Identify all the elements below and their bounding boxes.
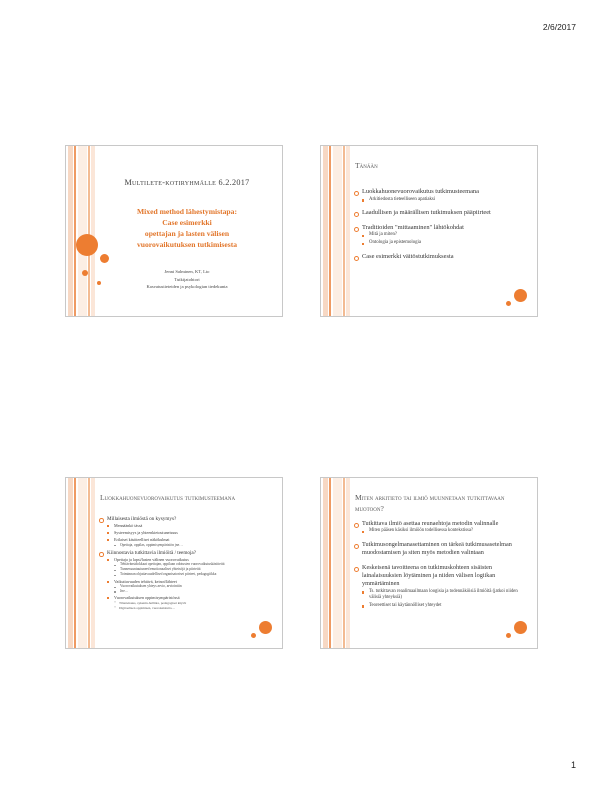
bullet-list-level2 bbox=[107, 557, 272, 610]
list-item bbox=[114, 606, 272, 611]
bullet-text: Vaikuttavuuden tehtävä, keinot/lähteet bbox=[114, 578, 177, 584]
decorative-stripes bbox=[66, 478, 96, 648]
bullet-list-level2 bbox=[362, 589, 527, 609]
bullet-list-level2 bbox=[362, 528, 527, 534]
bullet-text: Keskeisenä tavoitteena on tutkimuskohteen sisäisten lainalaisuuksien löytäminen ja niiden välisen logiikan ymmärtäminen bbox=[362, 563, 496, 588]
bullet-text: Jne… bbox=[120, 589, 129, 594]
decorative-circle-small bbox=[506, 301, 511, 306]
list-item bbox=[362, 603, 527, 609]
list-item bbox=[107, 530, 272, 536]
list-item bbox=[362, 197, 527, 203]
bullet-text: Tilanteisuus, sykenin-hallinta, pedagogiset käytöt bbox=[119, 600, 187, 605]
slide-content bbox=[353, 188, 527, 267]
list-item bbox=[107, 523, 272, 529]
author-name: Jenni Salminen, KT, Lto bbox=[164, 269, 210, 274]
bullet-list-level2 bbox=[107, 523, 272, 547]
bullet-text: Digitaalisen oppimisen, vuorokaistutta… bbox=[119, 605, 175, 610]
bullet-list-level3 bbox=[114, 543, 272, 548]
bullet-list-level1 bbox=[98, 516, 272, 610]
bullet-list-level1 bbox=[353, 520, 527, 609]
decorative-stripes bbox=[321, 146, 351, 316]
list-item bbox=[98, 516, 272, 547]
list-item bbox=[107, 557, 272, 577]
bullet-text: Toiminnan ohjattavuudelliset/organisatoriset piirteet, pedagogiikka bbox=[120, 572, 217, 577]
slide-3 bbox=[65, 477, 283, 649]
list-item bbox=[114, 589, 272, 594]
bullet-text: Tutkittava ilmiö asettaa reunaehtoja metodin valinnalle bbox=[362, 520, 499, 527]
decorative-circle-medium bbox=[259, 621, 272, 634]
decorative-stripes bbox=[66, 146, 96, 316]
page-date: 2/6/2017 bbox=[542, 22, 576, 32]
slide-heading: Luokkahuonevuorovaikutus tutkimusteemana bbox=[100, 493, 236, 502]
page-number: 1 bbox=[570, 760, 576, 770]
bullet-list-level2 bbox=[362, 232, 527, 246]
bullet-text: Teoreettiset tai käytännölliset yhteydet bbox=[369, 602, 442, 608]
bullet-text: Vuorovaikutuksen oppimisympäristössä bbox=[114, 595, 180, 601]
subtitle-line-4: vuorovaikutuksen tutkimisesta bbox=[136, 240, 238, 249]
bullet-text: Luokkahuonevuorovaikutus tutkimusteemana bbox=[362, 188, 479, 195]
list-item bbox=[353, 564, 527, 610]
decorative-circle-large bbox=[76, 234, 98, 256]
bullet-text: Tehtävänsidokkaat opettajan, oppilaan odotusten vuorovaikutuskäsitteitä bbox=[120, 562, 225, 567]
slide-4 bbox=[320, 477, 538, 649]
list-item bbox=[107, 537, 272, 547]
bullet-list-level4 bbox=[114, 601, 272, 610]
list-item bbox=[362, 232, 527, 238]
decorative-circle-small bbox=[506, 633, 511, 638]
bullet-list-level2 bbox=[362, 197, 527, 203]
slide-content bbox=[353, 520, 527, 615]
bullet-text: Opettaja, oppilas, oppimisympäristön jne… bbox=[120, 542, 183, 547]
bullet-text: Mennäänkö tässä bbox=[114, 523, 143, 528]
bullet-text: Erilaiset käsitteelliset näkökulmat bbox=[114, 537, 170, 542]
bullet-text: Tunnesuuntautuneet/emotionaaliset yhteisöjä ja piirteitä bbox=[120, 567, 201, 572]
list-item bbox=[114, 572, 272, 577]
slide-2 bbox=[320, 145, 538, 317]
slide-author-block bbox=[102, 268, 272, 291]
decorative-circle-tiny bbox=[97, 281, 101, 285]
list-item bbox=[353, 253, 527, 262]
slide-title: Multilete-kotiryhmälle 6.2.2017 bbox=[124, 178, 250, 187]
slide-heading: Miten arkitieto tai ilmiö muunnetaan tutkittavaan muotoon? bbox=[355, 493, 505, 513]
list-item bbox=[353, 209, 527, 218]
list-item bbox=[114, 543, 272, 548]
subtitle-line-1: Mixed method lähestymistapa: bbox=[137, 207, 237, 216]
bullet-text: Opettaja ja lapsi/lasten välinen vuorovaikutus bbox=[114, 556, 189, 562]
bullet-text: Mitä ja miten? bbox=[369, 232, 397, 238]
list-item bbox=[353, 224, 527, 247]
list-item bbox=[362, 589, 527, 602]
list-item bbox=[98, 550, 272, 610]
bullet-text: Vuorovaikutuksen yhteys arvio, arviointiin bbox=[120, 584, 182, 589]
bullet-text: Tutkimusongelmanasettaminen on tärkeä tutkimusasetelman muodostamisen ja siten myös metodien valintaan bbox=[362, 540, 512, 557]
decorative-circle-small bbox=[82, 270, 88, 276]
bullet-text: Millaisesta ilmiöstä on kysymys? bbox=[107, 516, 177, 522]
bullet-list-level3 bbox=[114, 562, 272, 577]
bullet-text: Ontologia ja epistemologia bbox=[369, 240, 421, 246]
bullet-text: Case esimerkki väitöstutkimuksesta bbox=[362, 252, 454, 260]
decorative-circle-small bbox=[251, 633, 256, 638]
list-item bbox=[353, 188, 527, 203]
bullet-text: Laadullisen ja määrällisen tutkimuksen pääpiirteet bbox=[362, 209, 491, 216]
list-item bbox=[353, 520, 527, 535]
subtitle-line-3: opettajan ja lasten välisen bbox=[144, 229, 230, 238]
slide-1 bbox=[65, 145, 283, 317]
bullet-list-level3 bbox=[114, 584, 272, 594]
bullet-text: Traditioiden "mittaaminen" lähtökohdat bbox=[362, 223, 464, 231]
author-role: Tutkijatohtori bbox=[174, 276, 200, 282]
decorative-stripes bbox=[321, 478, 351, 648]
list-item bbox=[353, 541, 527, 558]
bullet-text: Systeemisyys ja yhteenkietoutuneisuus bbox=[114, 530, 178, 535]
author-faculty: Kasvatustieteiden ja psykologian tiedekunta bbox=[146, 284, 228, 289]
decorative-circle-medium bbox=[514, 621, 527, 634]
bullet-text: Miten pääsen käsiksi ilmiöön todellisessa kontekstissa? bbox=[369, 528, 474, 534]
decorative-circle-medium bbox=[100, 254, 109, 263]
subtitle-line-2: Case esimerkki bbox=[162, 218, 212, 227]
slide-subtitle bbox=[102, 206, 272, 250]
list-item bbox=[362, 240, 527, 246]
bullet-text: Kiinnostavia tutkittavia ilmiöitä / teemoja? bbox=[107, 549, 197, 556]
bullet-list-level1 bbox=[353, 188, 527, 261]
slide-content bbox=[98, 516, 272, 613]
decorative-circle-medium bbox=[514, 289, 527, 302]
list-item bbox=[107, 595, 272, 610]
bullet-text: Arkitiedosta tieteelliseen apatiaksi bbox=[369, 196, 436, 202]
list-item bbox=[362, 528, 527, 534]
slide-heading: Tänään bbox=[355, 161, 378, 170]
list-item bbox=[107, 579, 272, 594]
bullet-text: Ts. tutkittavan reaalimaailmaan loogisia ja todennäköisiä ilmiöitä (jatkoi niiden välisiä yhteyksiä) bbox=[369, 588, 518, 601]
